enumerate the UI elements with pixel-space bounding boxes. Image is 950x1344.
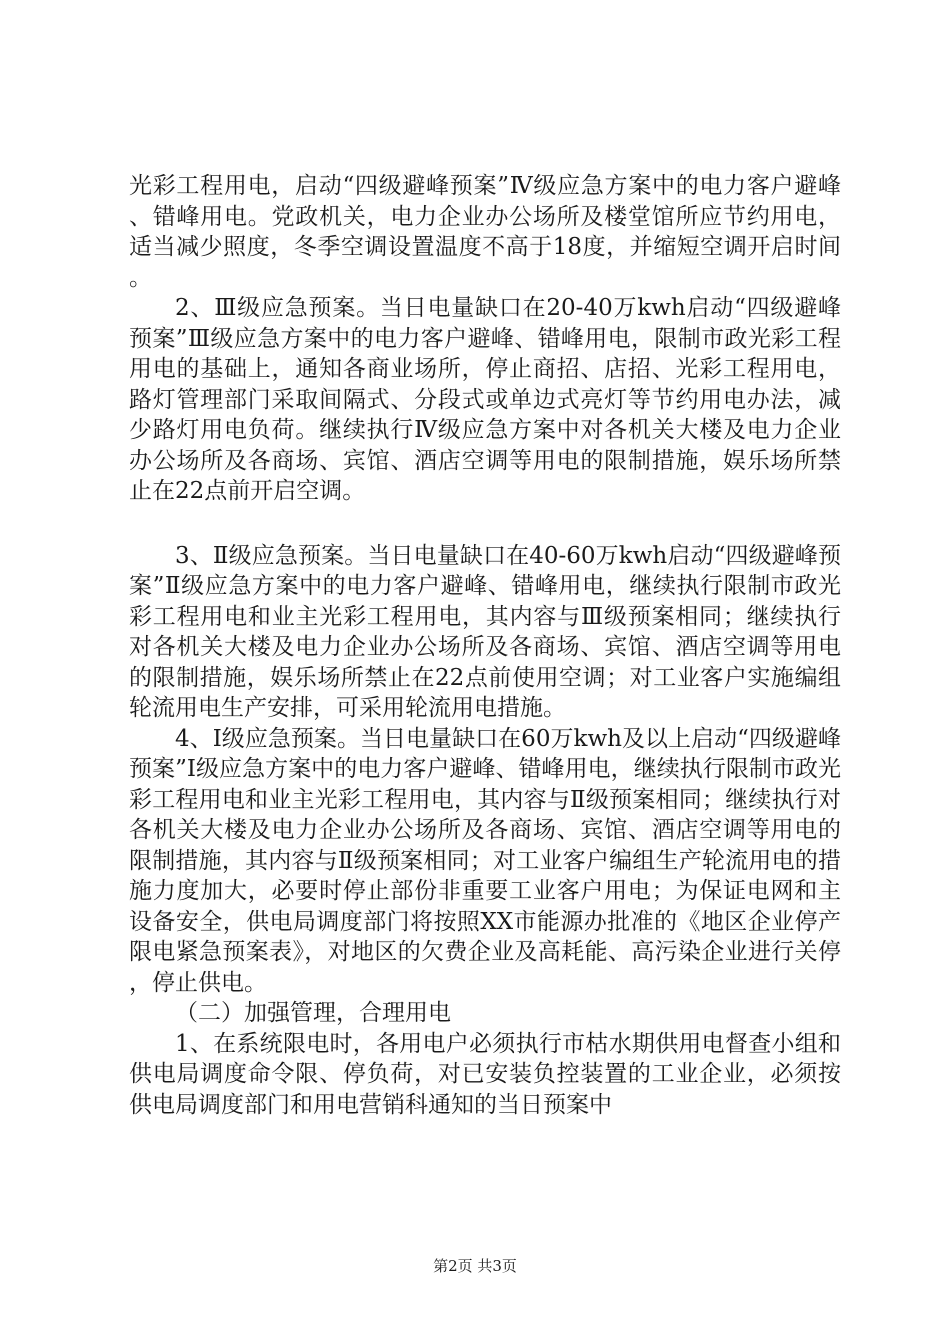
paragraph-item-1: 1、在系统限电时，各用电户必须执行市枯水期供用电督查小组和供电局调度命令限、停负荷，对已安装负控装置的工业企业，必须按供电局调度部门和用电营销科通知的当日预案中 bbox=[129, 1030, 841, 1118]
paragraph-continuation: 光彩工程用电，启动“四级避峰预案”Ⅳ级应急方案中的电力客户避峰、错峰用电。党政机关，电力企业办公场所及楼堂馆所应节约用电，适当减少照度，冬季空调设置温度不高于18度，并缩短空调开启时间。 bbox=[129, 173, 841, 291]
paragraph-level-1-plan: 4、Ⅰ级应急预案。当日电量缺口在60万kwh及以上启动“四级避峰预案”Ⅰ级应急方案中的电力客户避峰、错峰用电，继续执行限制市政光彩工程用电和业主光彩工程用电，其内容与Ⅱ级预案相同；继续执行对各机关大楼及电力企业办公场所及各商场、宾馆、酒店空调等用电的限制措施，其内容与Ⅱ级预案相同；对工业客户编组生产轮流用电的措施力度加大，必要时停止部份非重要工业客户用电；为保证电网和主设备安全，供电局调度部门将按照XX市能源办批准的《地区企业停产限电紧急预案表》，对地区的欠费企业及高耗能、高污染企业进行关停，停止供电。 bbox=[129, 725, 841, 996]
page-footer: 第2页 共3页 bbox=[433, 1257, 517, 1275]
paragraph-level-3-plan: 2、Ⅲ级应急预案。当日电量缺口在20-40万kwh启动“四级避峰预案”Ⅲ级应急方案中的电力客户避峰、错峰用电，限制市政光彩工程用电的基础上，通知各商业场所，停止商招、店招、光彩工程用电，路灯管理部门采取间隔式、分段式或单边式亮灯等节约用电办法，减少路灯用电负荷。继续执行Ⅳ级应急方案中对各机关大楼及电力企业办公场所及各商场、宾馆、酒店空调等用电的限制措施，娱乐场所禁止在22点前开启空调。 bbox=[129, 295, 841, 504]
document-body bbox=[129, 171, 841, 1120]
section-heading-management: （二）加强管理，合理用电 bbox=[175, 1000, 451, 1026]
paragraph-level-2-plan: 3、Ⅱ级应急预案。当日电量缺口在40-60万kwh启动“四级避峰预案”Ⅱ级应急方案中的电力客户避峰、错峰用电，继续执行限制市政光彩工程用电和业主光彩工程用电，其内容与Ⅲ级预案相同；继续执行对各机关大楼及电力企业办公场所及各商场、宾馆、酒店空调等用电的限制措施，娱乐场所禁止在22点前使用空调；对工业客户实施编组轮流用电生产安排，可采用轮流用电措施。 bbox=[129, 542, 841, 721]
